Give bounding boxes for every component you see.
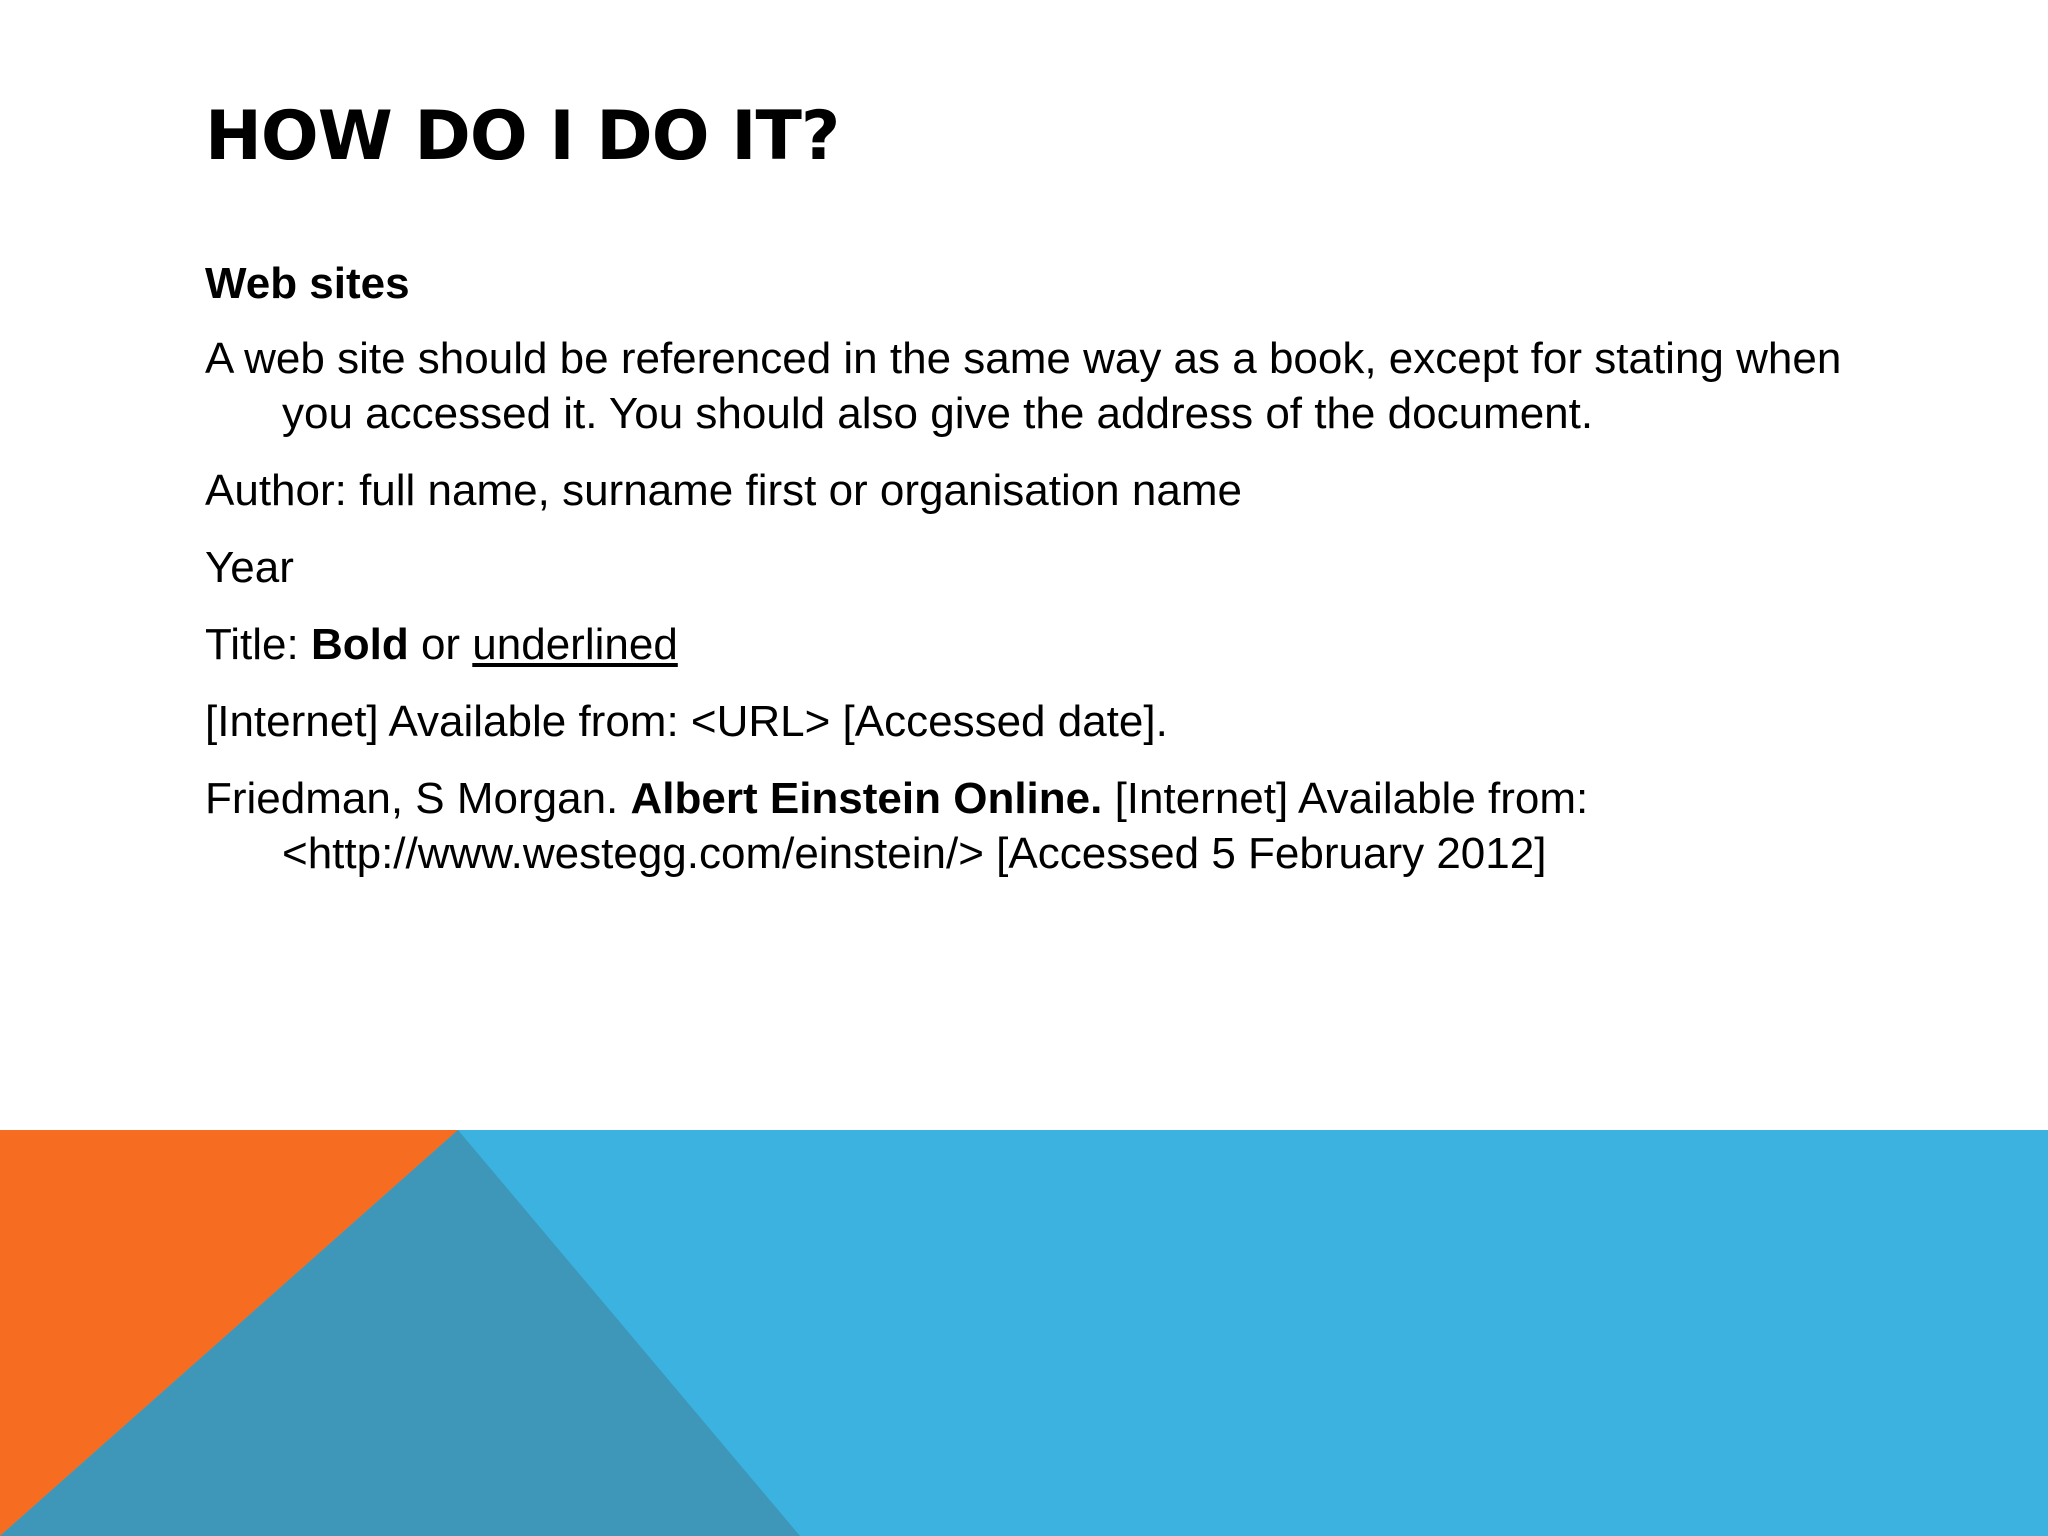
title-line-bold-word: Bold [310, 620, 409, 669]
section-heading: Web sites [205, 259, 410, 308]
example-reference [205, 771, 1845, 881]
internet-line: [Internet] Available from: <URL> [Accessed date]. [205, 697, 1168, 746]
title-line-middle: or [408, 620, 473, 669]
author-line: Author: full name, surname first or organisation name [205, 466, 1242, 515]
slide-title: HOW DO I DO IT? [205, 97, 840, 176]
example-author: Friedman, S Morgan. [205, 774, 631, 823]
year-line: Year [205, 543, 294, 592]
title-line [205, 617, 1845, 672]
slide-content [205, 256, 1845, 903]
example-title: Albert Einstein Online. [630, 774, 1103, 823]
decorative-banner [0, 1130, 2048, 1536]
example-rest: [Internet] Available from: <http://www.westegg.com/einstein/> [Accessed 5 February 2012] [282, 774, 1589, 878]
title-line-underlined-word: underlined [472, 620, 678, 669]
intro-paragraph: A web site should be referenced in the same way as a book, except for stating when you accessed it. You should also give the address of the document. [205, 334, 1842, 438]
title-line-prefix: Title: [205, 620, 311, 669]
